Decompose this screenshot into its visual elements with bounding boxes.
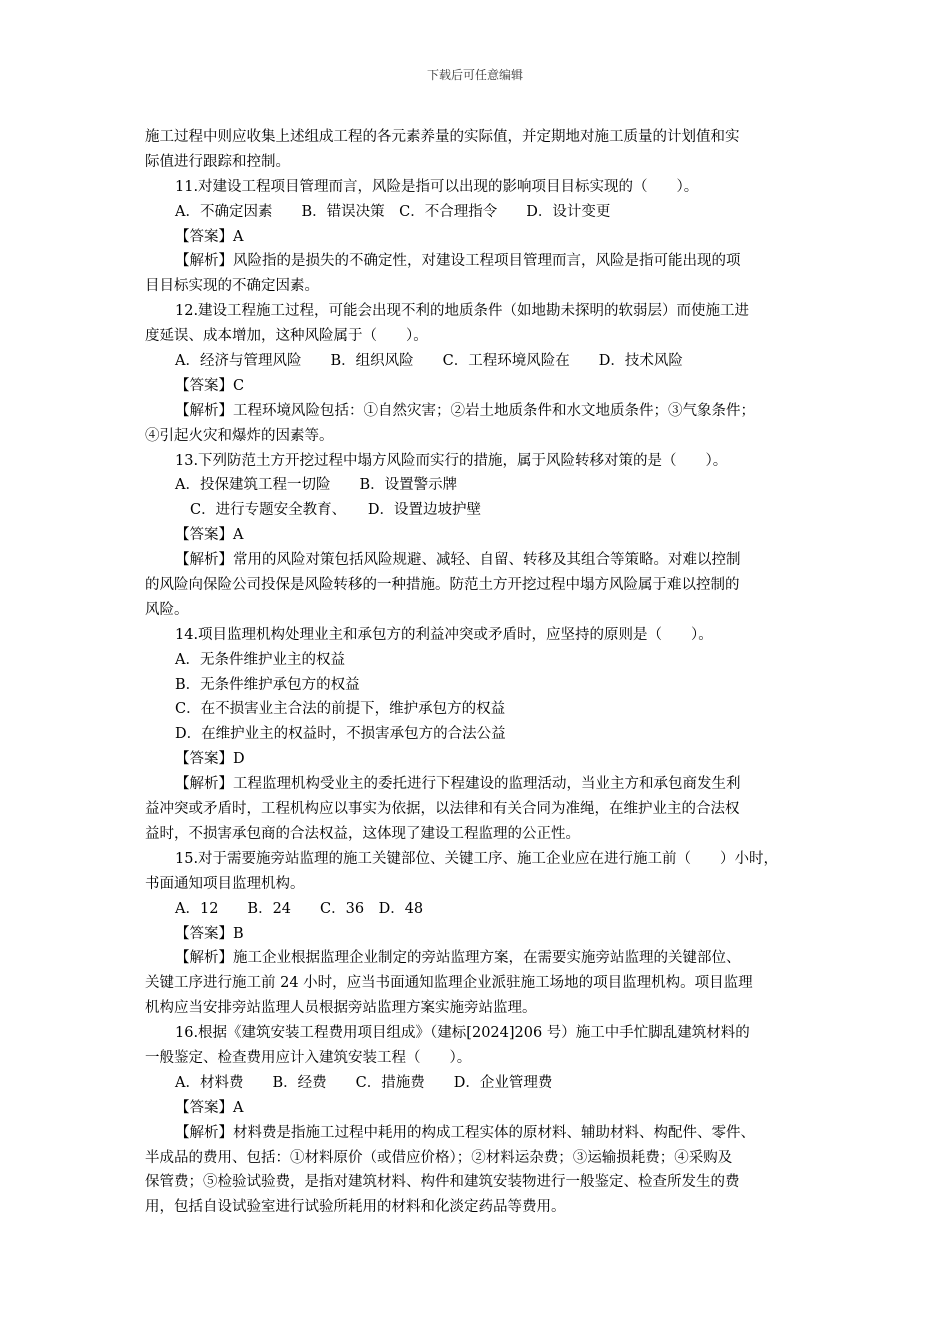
text-line: 保管费；⑤检验试验费，是指对建筑材料、构件和建筑安装物进行一般鉴定、检查所发生的费 xyxy=(145,1174,740,1191)
text-line: A．经济与管理风险 B．组织风险 C．工程环境风险在 D．技术风险 xyxy=(175,353,683,370)
document-body xyxy=(145,125,817,1220)
text-line: A．12 B．24 C．36 D．48 xyxy=(175,900,424,917)
text-line: 际值进行跟踪和控制。 xyxy=(145,153,290,170)
text-line: 12.建设工程施工过程，可能会出现不利的地质条件（如地勘未探明的软弱层）而使施工进 xyxy=(175,303,750,320)
text-line: 一般鉴定、检查费用应计入建筑安装工程（ ）。 xyxy=(145,1049,472,1066)
text-line: 【答案】A xyxy=(175,527,244,544)
text-line: 【答案】A xyxy=(175,228,244,245)
text-line: 【解析】材料费是指施工过程中耗用的构成工程实体的原材料、辅助材料、构配件、零件、 xyxy=(175,1124,755,1141)
text-line: 【解析】风险指的是损失的不确定性，对建设工程项目管理而言，风险是指可能出现的项 xyxy=(175,253,741,270)
text-line: A．不确定因素 B．错误决策 C．不合理指令 D．设计变更 xyxy=(175,203,611,220)
text-line: 用，包括自设试验室进行试验所耗用的材料和化淡定药品等费用。 xyxy=(145,1199,566,1216)
text-line: 益冲突或矛盾时，工程机构应以事实为依据，以法律和有关合同为准绳，在维护业主的合法权 xyxy=(145,801,740,818)
page-header: 下载后可任意编辑 xyxy=(426,68,523,82)
text-line: 机构应当安排旁站监理人员根据旁站监理方案实施旁站监理。 xyxy=(145,1000,537,1017)
text-line: A．无条件维护业主的权益 xyxy=(175,651,345,668)
text-line: D．在维护业主的权益时，不损害承包方的合法公益 xyxy=(175,726,506,743)
text-line: 【解析】常用的风险对策包括风险规避、减轻、自留、转移及其组合等策略。对难以控制 xyxy=(175,552,741,569)
text-line: 【答案】D xyxy=(175,751,245,768)
text-line: 【解析】施工企业根据监理企业制定的旁站监理方案，在需要实施旁站监理的关键部位、 xyxy=(175,950,741,967)
text-line: 半成品的费用、包括：①材料原价（或借应价格）；②材料运杂费；③运输损耗费；④采购及 xyxy=(145,1149,733,1166)
text-line: A．材料费 B．经费 C．措施费 D．企业管理费 xyxy=(175,1074,553,1091)
text-line: 度延误、成本增加，这种风险属于（ ）。 xyxy=(145,328,428,345)
text-line: ④引起火灾和爆炸的因素等。 xyxy=(145,427,334,444)
text-line: 书面通知项目监理机构。 xyxy=(145,875,305,892)
text-line: 关键工序进行施工前 24 小时，应当书面通知监理企业派驻施工场地的项目监理机构。项目监理 xyxy=(145,975,753,992)
text-line: 【解析】工程监理机构受业主的委托进行下程建设的监理活动，当业主方和承包商发生利 xyxy=(175,776,741,793)
text-line: 目目标实现的不确定因素。 xyxy=(145,278,319,295)
text-line: B．无条件维护承包方的权益 xyxy=(175,676,360,693)
text-line: 13.下列防范土方开挖过程中塌方风险而实行的措施，属于风险转移对策的是（ ）。 xyxy=(175,452,728,469)
text-line: 【答案】B xyxy=(175,925,244,942)
text-line: 15.对于需要施旁站监理的施工关键部位、关键工序、施工企业应在进行施工前（ ）小时， xyxy=(175,850,779,867)
text-line: C．进行专题安全教育、 D．设置边坡护壁 xyxy=(190,502,481,519)
text-line: C．在不损害业主合法的前提下，维护承包方的权益 xyxy=(175,701,506,718)
text-line: 益时，不损害承包商的合法权益，这体现了建设工程监理的公正性。 xyxy=(145,825,580,842)
text-line: 【答案】A xyxy=(175,1099,244,1116)
text-line: A．投保建筑工程一切险 B．设置警示牌 xyxy=(175,477,458,494)
text-line: 风险。 xyxy=(145,601,189,618)
text-line: 11.对建设工程项目管理而言，风险是指可以出现的影响项目目标实现的（ ）。 xyxy=(175,178,699,195)
text-line: 【答案】C xyxy=(175,377,245,394)
text-line: 16.根据《建筑安装工程费用项目组成》（建标[2024]206 号）施工中手忙脚乱建筑材料的 xyxy=(175,1025,750,1042)
text-line: 14.项目监理机构处理业主和承包方的利益冲突或矛盾时，应坚持的原则是（ ）。 xyxy=(175,626,713,643)
text-line: 【解析】工程环境风险包括：①自然灾害；②岩土地质条件和水文地质条件；③气象条件； xyxy=(175,402,755,419)
text-line: 的风险向保险公司投保是风险转移的一种措施。防范土方开挖过程中塌方风险属于难以控制的 xyxy=(145,577,740,594)
text-line: 施工过程中则应收集上述组成工程的各元素养量的实际值，并定期地对施工质量的计划值和实 xyxy=(145,129,740,145)
